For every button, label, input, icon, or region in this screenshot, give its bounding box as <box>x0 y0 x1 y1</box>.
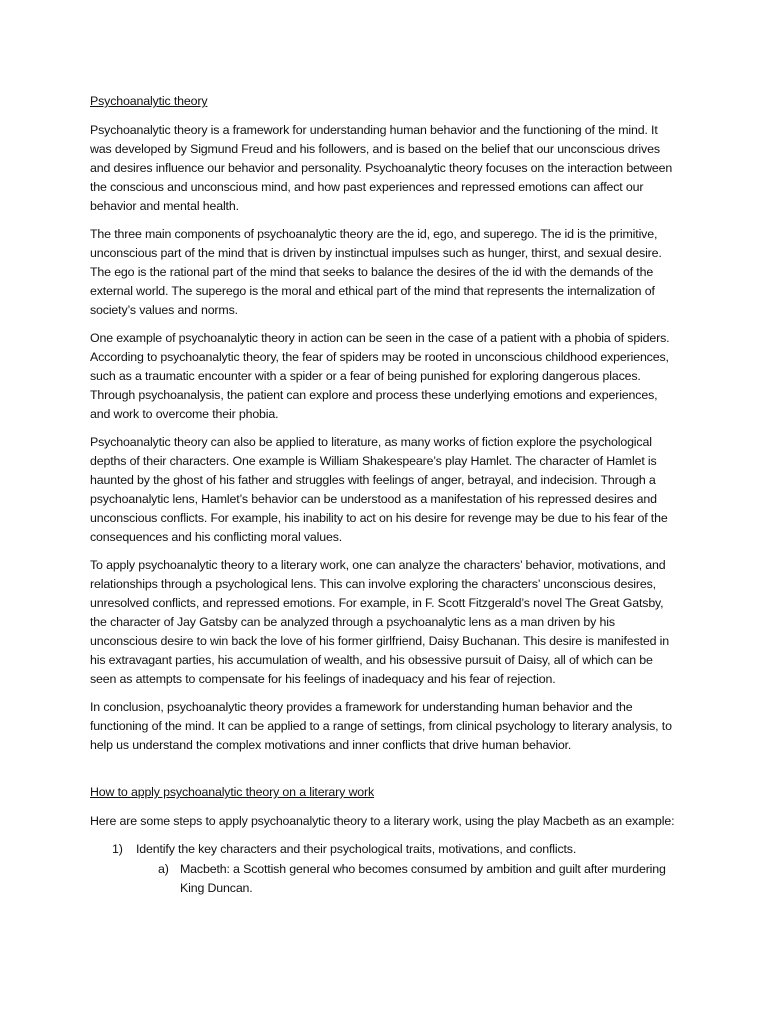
paragraph-steps-intro: Here are some steps to apply psychoanalytic theory to a literary work, using the play Macbeth as an example: <box>90 814 675 828</box>
list-marker: 1) <box>112 842 123 856</box>
paragraph-intro: Psychoanalytic theory is a framework for understanding human behavior and the functioning of the mind. It was developed by Sigmund Freud and his followers, and is based on the belief that our unconscious drives and desires influence our behavior and personality. Psychoanalytic theory focuses on the interaction between the conscious and unconscious mind, and how past experiences and repressed emotions can affect our behavior and mental health. <box>90 123 673 213</box>
document-page <box>90 92 680 898</box>
paragraph-components: The three main components of psychoanalytic theory are the id, ego, and superego. The id is the primitive, unconscious part of the mind that is driven by instinctual impulses such as hunger, thirst, and sexual desire. The ego is the rational part of the mind that seeks to balance the desires of the id with the demands of the external world. The superego is the moral and ethical part of the mind that represents the internalization of society’s values and norms. <box>90 227 662 317</box>
paragraph-gatsby: To apply psychoanalytic theory to a literary work, one can analyze the characters’ behavior, motivations, and relationships through a psychological lens. This can involve exploring the characters’ unconscious desires, unresolved conflicts, and repressed emotions. For example, in F. Scott Fitzgerald’s novel The Great Gatsby, the character of Jay Gatsby can be analyzed through a psychoanalytic lens as a man driven by his unconscious desire to win back the love of his former girlfriend, Daisy Buchanan. This desire is manifested in his extravagant parties, his accumulation of wealth, and his obsessive pursuit of Daisy, all of which can be seen as attempts to compensate for his feelings of inadequacy and his fear of rejection. <box>90 558 670 686</box>
paragraph-conclusion: In conclusion, psychoanalytic theory provides a framework for understanding human behavior and the functioning of the mind. It can be applied to a range of settings, from clinical psychology to literary analysis, to help us understand the complex motivations and inner conflicts that drive human behavior. <box>90 700 672 752</box>
sub-list-marker: a) <box>158 862 169 876</box>
paragraph-literature-hamlet: Psychoanalytic theory can also be applied to literature, as many works of fiction explore the psychological depths of their characters. One example is William Shakespeare’s play Hamlet. The character of Hamlet is haunted by the ghost of his father and struggles with feelings of anger, betrayal, and indecision. Through a psychoanalytic lens, Hamlet’s behavior can be understood as a manifestation of his repressed desires and unconscious conflicts. For example, his inability to act on his desire for revenge may be due to his fear of the consequences and his conflicting moral values. <box>90 435 668 544</box>
sub-list-item <box>158 860 680 898</box>
sub-list-item-text: Macbeth: a Scottish general who becomes consumed by ambition and guilt after murdering King Duncan. <box>180 862 666 895</box>
list-item-text: Identify the key characters and their psychological traits, motivations, and conflicts. <box>136 842 577 856</box>
steps-list <box>90 840 680 898</box>
list-item <box>112 840 680 859</box>
paragraph-example-phobia: One example of psychoanalytic theory in action can be seen in the case of a patient with a phobia of spiders. According to psychoanalytic theory, the fear of spiders may be rooted in unconscious childhood experiences, such as a traumatic encounter with a spider or a fear of being punished for exploring dangerous places. Through psychoanalysis, the patient can explore and process these underlying emotions and experiences, and work to overcome their phobia. <box>90 331 670 421</box>
section-heading: Psychoanalytic theory <box>90 94 208 108</box>
section-heading-how-to: How to apply psychoanalytic theory on a literary work <box>90 785 375 799</box>
